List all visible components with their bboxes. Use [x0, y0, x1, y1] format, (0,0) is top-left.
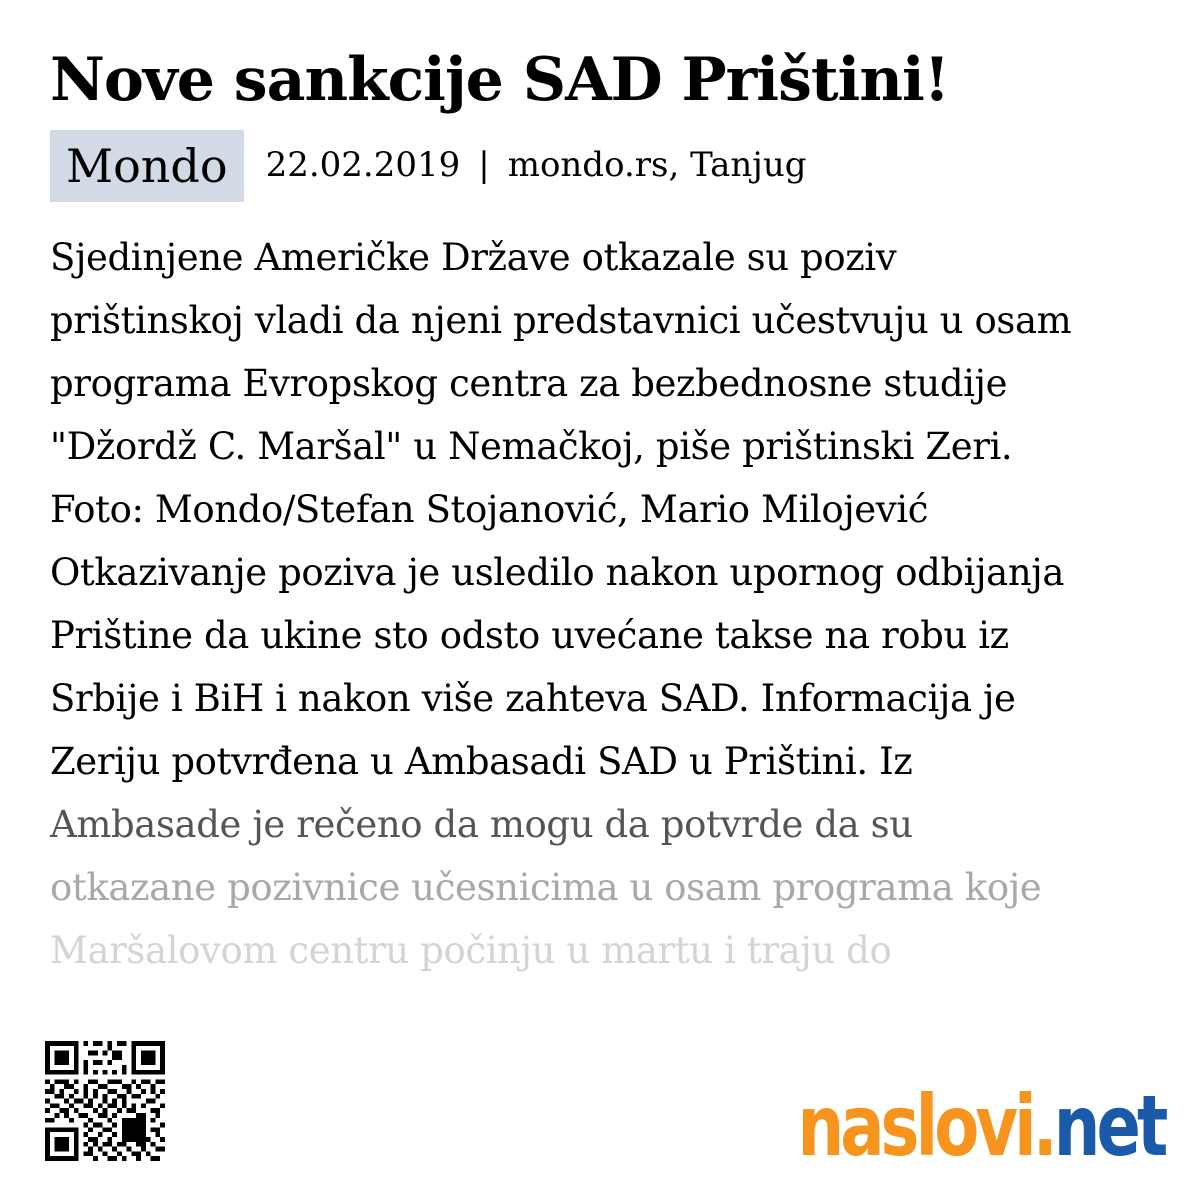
article-sources: mondo.rs, Tanjug — [507, 145, 807, 185]
article-date: 22.02.2019 — [265, 145, 461, 185]
body-line: Ambasade je rečeno da mogu da potvrde da su — [50, 803, 913, 846]
meta-line — [266, 130, 807, 200]
photo-credit: Foto: Mondo/Stefan Stojanović, Mario Milojević — [50, 488, 929, 531]
body-line: Otkazivanje poziva je usledilo nakon upornog odbijanja — [50, 551, 1064, 594]
body-line-faded: Maršalovom centru počinju u martu i traju do — [50, 929, 892, 972]
body-line-faded: otkazane pozivnice učesnicima u osam programa koje — [50, 866, 1042, 909]
article-meta — [50, 130, 1150, 202]
article-body — [50, 226, 1150, 982]
body-line: Srbije i BiH i nakon više zahteva SAD. Informacija je — [50, 677, 1016, 720]
body-line: Sjedinjene Američke Države otkazale su poziv — [50, 236, 897, 279]
meta-separator: | — [478, 145, 490, 185]
body-line: Zeriju potvrđena u Ambasadi SAD u Prištini. Iz — [50, 740, 913, 783]
body-line: prištinskoj vladi da njeni predstavnici učestvuju u osam — [50, 299, 1072, 342]
body-line: programa Evropskog centra za bezbednosne studije — [50, 362, 1008, 405]
body-line: Prištine da ukine sto odsto uvećane takse na robu iz — [50, 614, 1009, 657]
logo-text-naslovi: naslovi — [797, 1077, 1033, 1175]
naslovi-net-logo[interactable] — [797, 1064, 1164, 1174]
logo-dot: . — [1032, 1077, 1054, 1175]
body-line: "Džordž C. Maršal" u Nemačkoj, piše prištinski Zeri. — [50, 425, 1013, 468]
qr-code-icon[interactable] — [45, 1038, 165, 1164]
source-badge[interactable]: Mondo — [50, 130, 244, 202]
logo-text-net: net — [1053, 1077, 1164, 1175]
article-title[interactable]: Nove sankcije SAD Prištini! — [50, 45, 950, 115]
